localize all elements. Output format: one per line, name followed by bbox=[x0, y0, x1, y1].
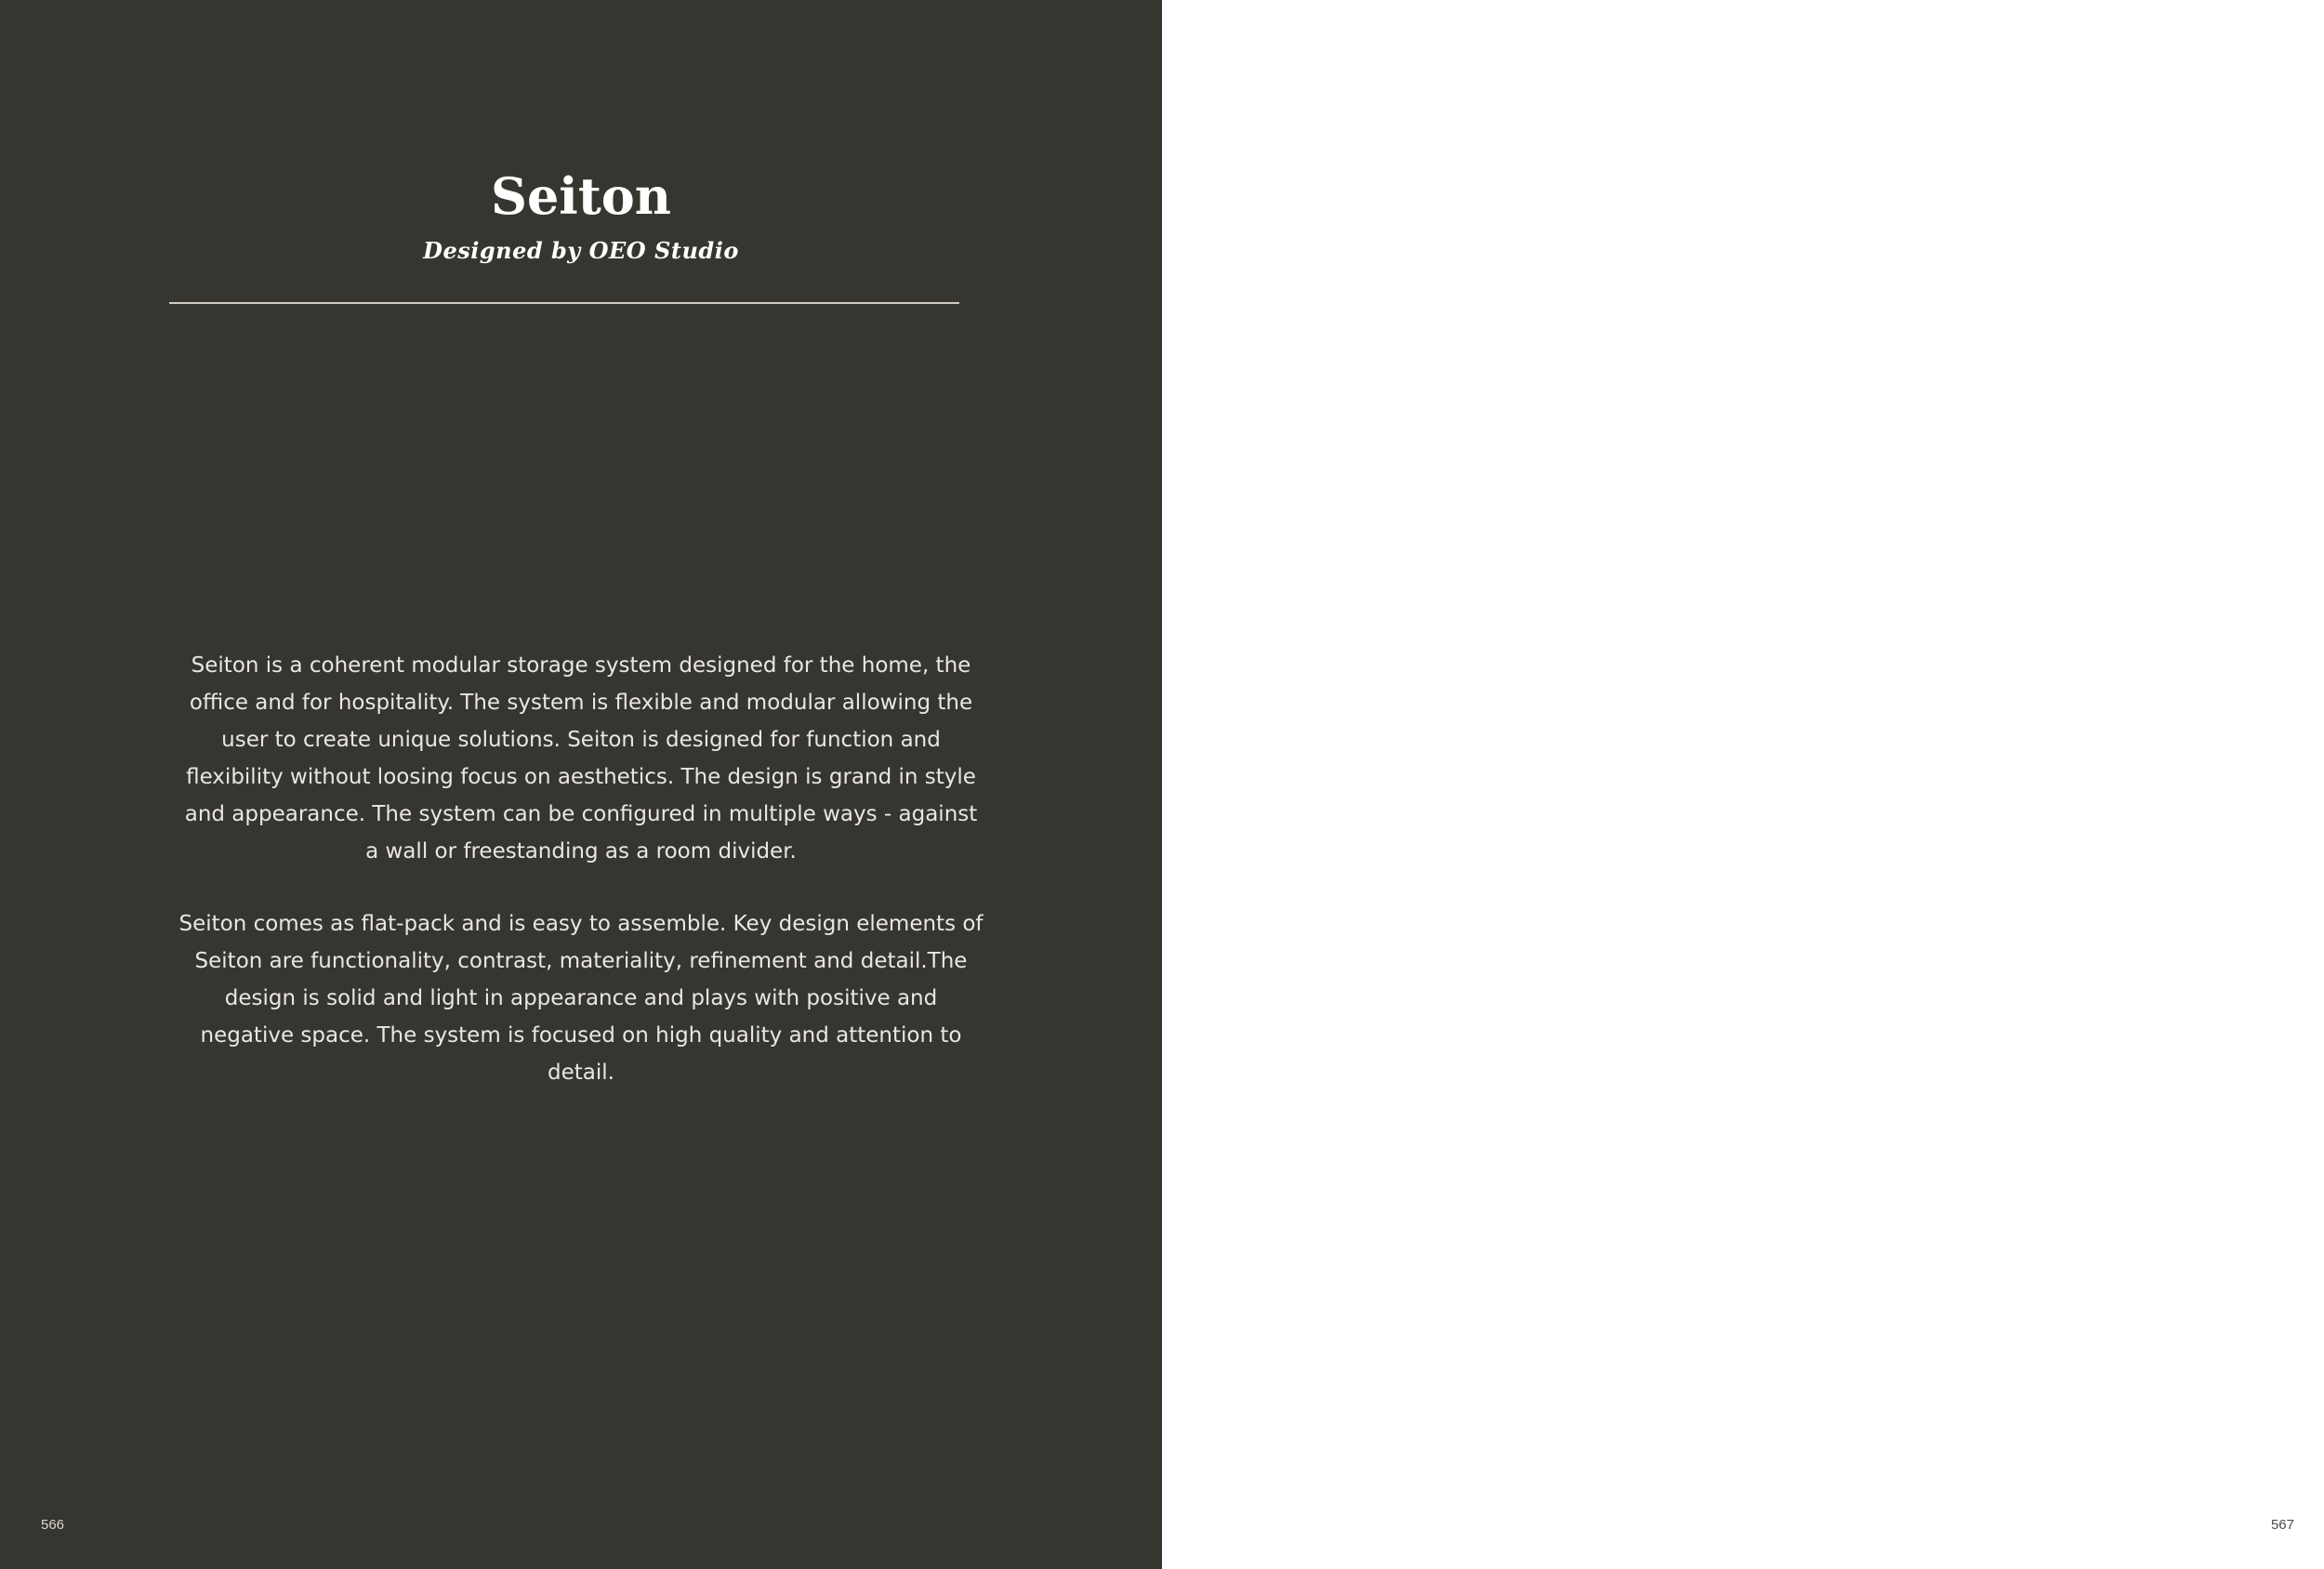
description-paragraph bbox=[177, 905, 985, 1091]
designer-subtitle: Designed by OEO Studio bbox=[423, 237, 739, 264]
description-paragraph-text: Seiton comes as flat-pack and is easy to assemble. Key design elements of Seiton are functionality, contrast, materiality, refinement and detail.The design is solid and light in appearance and plays with positive and negative space. The system is focused on high quality and attention to detail. bbox=[178, 912, 984, 1085]
title-divider bbox=[169, 302, 959, 304]
description-paragraph-text: Seiton is a coherent modular storage system designed for the home, the office and for hospitality. The system is flexible and modular allowing the user to create unique solutions. Seiton is designed for function and flexibility without loosing focus on aesthetics. The design is grand in style and appearance. The system can be configured in multiple ways - against a wall or freestanding as a room divider. bbox=[184, 653, 978, 864]
page-number-left: 566 bbox=[41, 1517, 65, 1533]
page-number-right: 567 bbox=[2270, 1517, 2294, 1533]
right-page bbox=[1162, 0, 2324, 1569]
description-paragraph bbox=[177, 647, 985, 870]
page-title: Seiton bbox=[490, 166, 672, 226]
